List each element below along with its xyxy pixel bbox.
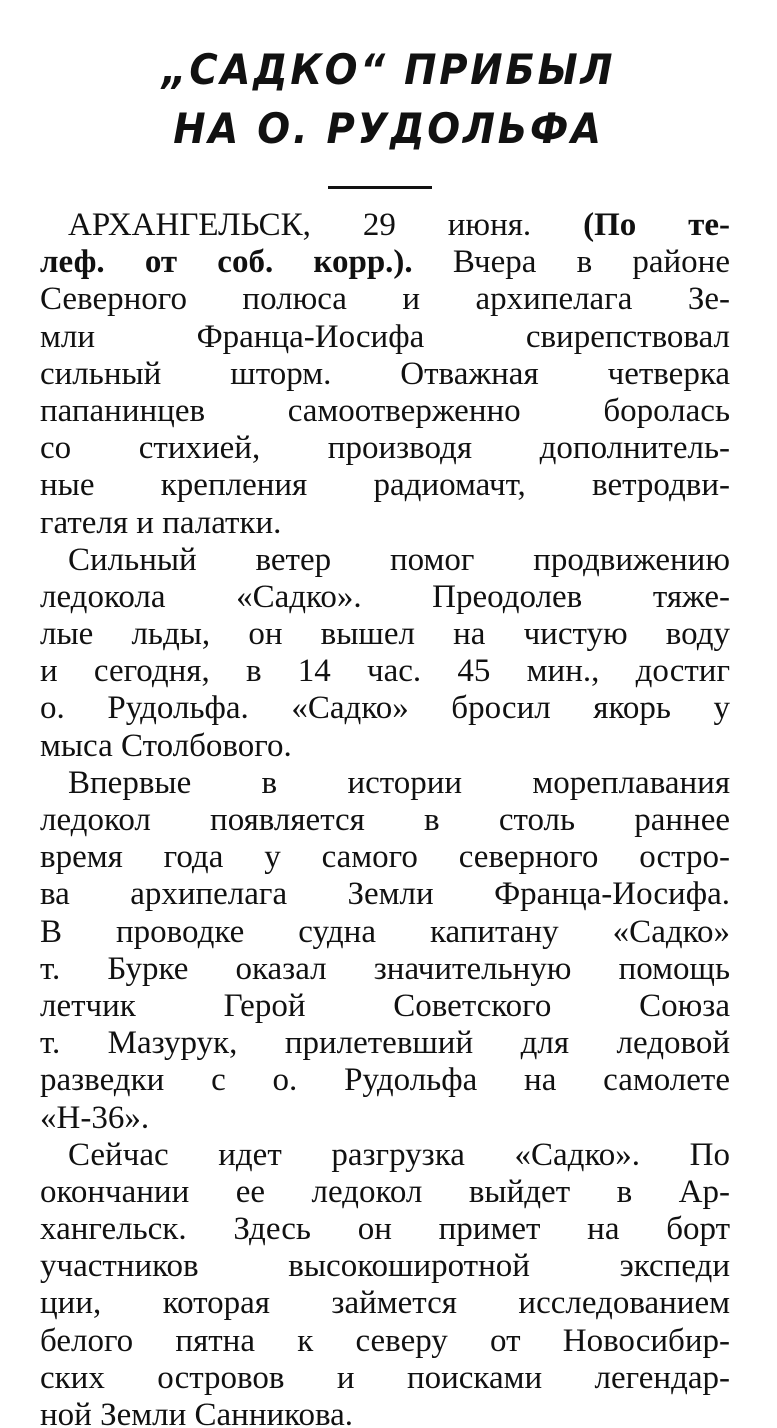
text-line	[40, 1285, 730, 1322]
text-line	[40, 1360, 730, 1397]
line-text: время года у самого северного остро-	[40, 839, 730, 876]
text-line	[40, 1174, 730, 1211]
text-line	[40, 430, 730, 467]
line-text: сильный шторм. Отважная четверка	[40, 355, 730, 392]
headline-line-1: „САДКО“ ПРИБЫЛ	[161, 45, 616, 94]
line-text: ских островов и поисками легендар-	[40, 1359, 730, 1396]
dateline: АРХАНГЕЛЬСК, 29 июня.	[68, 207, 584, 243]
text-line	[40, 207, 730, 244]
text-line	[40, 244, 730, 281]
line-text: участников высокоширотной экспеди	[40, 1248, 730, 1285]
text-line	[40, 1062, 730, 1099]
line-text: Впервые в истории мореплавания	[68, 764, 730, 801]
line-text: «Н-36».	[40, 1099, 150, 1136]
text-line	[40, 393, 730, 430]
text-line	[40, 653, 730, 690]
text-line	[40, 319, 730, 356]
article-paragraph	[40, 207, 730, 542]
article-body	[40, 207, 730, 1428]
line-text: окончании ее ледокол выйдет в Ар-	[40, 1173, 730, 1210]
line-text: Вчера в районе	[412, 244, 730, 281]
text-line	[40, 876, 730, 913]
line-text: Северного полюса и архипелага Зе-	[40, 281, 730, 318]
dateline-credit: леф. от соб. корр.).	[40, 244, 413, 281]
line-text: лые льды, он вышел на чистую воду	[40, 616, 730, 653]
line-text: ва архипелага Земли Франца-Иосифа.	[40, 876, 730, 913]
text-line	[40, 690, 730, 727]
text-line	[40, 728, 730, 765]
line-text: ции, которая займется исследованием	[40, 1285, 730, 1322]
text-line	[40, 356, 730, 393]
text-line	[40, 765, 730, 802]
line-text: т. Бурке оказал значительную помощь	[40, 950, 730, 987]
line-text: мыса Столбового.	[40, 727, 292, 764]
line-text: мли Франца-Иосифа свирепствовал	[40, 318, 730, 355]
line-text: ледокола «Садко». Преодолев тяже-	[40, 578, 730, 615]
text-line	[40, 505, 730, 542]
text-line	[40, 914, 730, 951]
headline-divider	[328, 186, 432, 189]
line-text: ные крепления радиомачт, ветродви-	[40, 467, 730, 504]
text-line	[40, 988, 730, 1025]
dateline-credit: (По те-	[583, 207, 730, 243]
line-text: белого пятна к северу от Новосибир-	[40, 1322, 730, 1359]
text-line	[40, 281, 730, 318]
line-text: и сегодня, в 14 час. 45 мин., достиг	[40, 653, 730, 690]
text-line	[40, 1137, 730, 1174]
text-line	[40, 1248, 730, 1285]
line-text: Сильный ветер помог продвижению	[68, 541, 730, 578]
text-line	[40, 579, 730, 616]
text-line	[40, 467, 730, 504]
text-line	[40, 802, 730, 839]
text-line	[40, 616, 730, 653]
line-text: папанинцев самоотверженно боролась	[40, 392, 730, 429]
line-text: ледокол появляется в столь раннее	[40, 802, 730, 838]
line-text: В проводке судна капитану «Садко»	[40, 913, 730, 950]
line-text: Сейчас идет разгрузка «Садко». По	[68, 1136, 730, 1173]
text-line	[40, 542, 730, 579]
text-line	[40, 1025, 730, 1062]
text-line	[40, 1397, 730, 1428]
line-text: летчик Герой Советского Союза	[40, 987, 730, 1024]
line-text: хангельск. Здесь он примет на борт	[40, 1211, 730, 1248]
article-paragraph	[40, 1137, 730, 1428]
line-text: о. Рудольфа. «Садко» бросил якорь у	[40, 690, 730, 727]
headline-line-2: НА О. РУДОЛЬФА	[173, 104, 604, 153]
line-text: гателя и палатки.	[40, 504, 282, 541]
line-text: ной Земли Санникова.	[40, 1397, 354, 1428]
text-line	[40, 1100, 730, 1137]
text-line	[40, 951, 730, 988]
text-line	[40, 1211, 730, 1248]
text-line	[40, 839, 730, 876]
text-line	[40, 1323, 730, 1360]
line-text: т. Мазурук, прилетевший для ледовой	[40, 1025, 730, 1062]
line-text: со стихией, производя дополнитель-	[40, 430, 730, 467]
article-paragraph	[40, 765, 730, 1137]
article-paragraph	[40, 542, 730, 765]
line-text: разведки с о. Рудольфа на самолете	[40, 1062, 730, 1099]
